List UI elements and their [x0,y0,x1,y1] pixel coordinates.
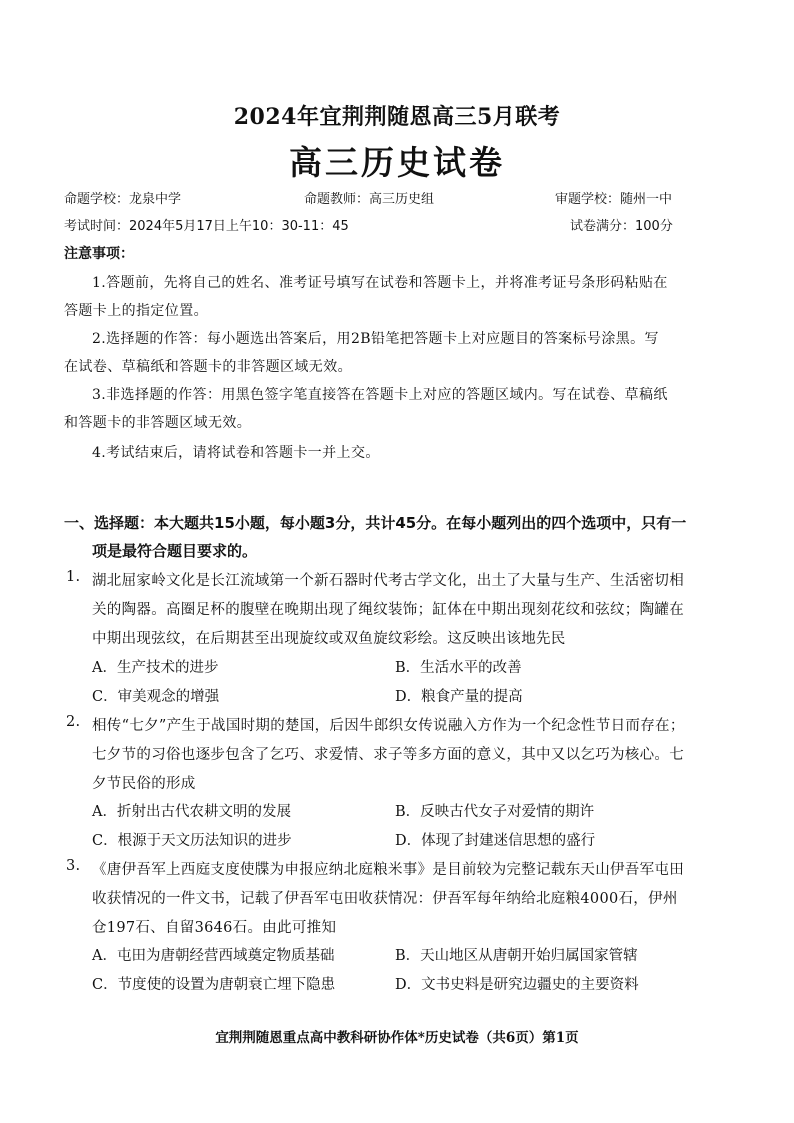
notice-line: 和答题卡的非答题区域无效。 [64,415,252,431]
question-text: 七夕节的习俗也逐步包含了乞巧、求爱情、求子等多方面的意义，其中又以乞巧为核心。七 [92,747,684,763]
exam-title: 2024年宜荆荆随恩高三5月联考 [233,104,561,130]
option-b: B．生活水平的改善 [395,660,522,676]
proposing-teacher: 命题教师：高三历史组 [304,192,435,207]
notice-line: 2.选择题的作答：每小题选出答案后，用2B铅笔把答题卡上对应题目的答案标号涂黑。写 [92,331,659,347]
notice-line: 4.考试结束后，请将试卷和答题卡一并上交。 [92,445,380,461]
question-text: 仓197石、自留3646石。由此可推知 [92,920,337,936]
page-footer: 宜荆荆随恩重点高中教科研协作体*历史试卷（共6页）第1页 [215,1030,579,1046]
exam-time: 考试时间：2024年5月17日上午10：30-11：45 [64,219,349,234]
proposing-school: 命题学校：龙泉中学 [64,192,182,207]
question-number: 1. [66,569,81,585]
question-text: 湖北屈家岭文化是长江流域第一个新石器时代考古学文化，出土了大量与生产、生活密切相 [92,573,684,589]
notice-heading: 注意事项： [64,246,134,262]
subject-title: 高三历史试卷 [289,143,505,182]
notice-line: 在试卷、草稿纸和答题卡的非答题区域无效。 [64,359,352,375]
question-text: 中期出现弦纹，在后期甚至出现旋纹或双鱼旋纹彩绘。这反映出该地先民 [92,631,566,647]
reviewing-school: 审题学校：随州一中 [555,192,673,207]
option-d: D．粮食产量的提高 [395,689,523,705]
option-c: C．节度使的设置为唐朝衰亡埋下隐患 [92,977,336,993]
option-a: A．屯田为唐朝经营西域奠定物质基础 [92,948,335,964]
full-score: 试卷满分：100分 [570,219,673,234]
question-text: 夕节民俗的形成 [92,776,196,792]
option-c: C．根源于天文历法知识的进步 [92,833,292,849]
option-c: C．审美观念的增强 [92,689,220,705]
option-d: D．体现了封建迷信思想的盛行 [395,833,596,849]
notice-line: 3.非选择题的作答：用黑色签字笔直接答在答题卡上对应的答题区域内。写在试卷、草稿纸 [92,387,668,403]
question-text: 收获情况的一件文书，记载了伊吾军屯田收获情况：伊吾军每年纳给北庭粮4000石，伊州 [92,891,678,907]
question-text: 相传“七夕”产生于战国时期的楚国，后因牛郎织女传说融入方作为一个纪念性节日而存在； [92,718,685,734]
notice-line: 答题卡上的指定位置。 [64,303,208,319]
option-a: A．生产技术的进步 [92,660,219,676]
notice-line: 1.答题前，先将自己的姓名、准考证号填写在试卷和答题卡上，并将准考证号条形码粘贴在 [92,275,668,291]
question-number: 3. [66,858,81,874]
option-b: B．天山地区从唐朝开始归属国家管辖 [395,948,638,964]
option-b: B．反映古代女子对爱情的期许 [395,804,595,820]
question-text: 关的陶器。高圈足杯的腹壁在晚期出现了绳纹装饰；缸体在中期出现刻花纹和弦纹；陶罐在 [92,602,684,618]
section-heading: 一、选择题：本大题共15小题，每小题3分，共计45分。在每小题列出的四个选项中，只有一 [64,514,687,532]
option-a: A．折射出古代农耕文明的发展 [92,804,291,820]
question-text: 《唐伊吾军上西庭支度使牒为申报应纳北庭粮米事》是目前较为完整记载东天山伊吾军屯田 [92,862,684,878]
option-d: D．文书史料是研究边疆史的主要资料 [395,977,639,993]
question-number: 2. [66,714,81,730]
section-heading-cont: 项是最符合题目要求的。 [92,542,258,560]
